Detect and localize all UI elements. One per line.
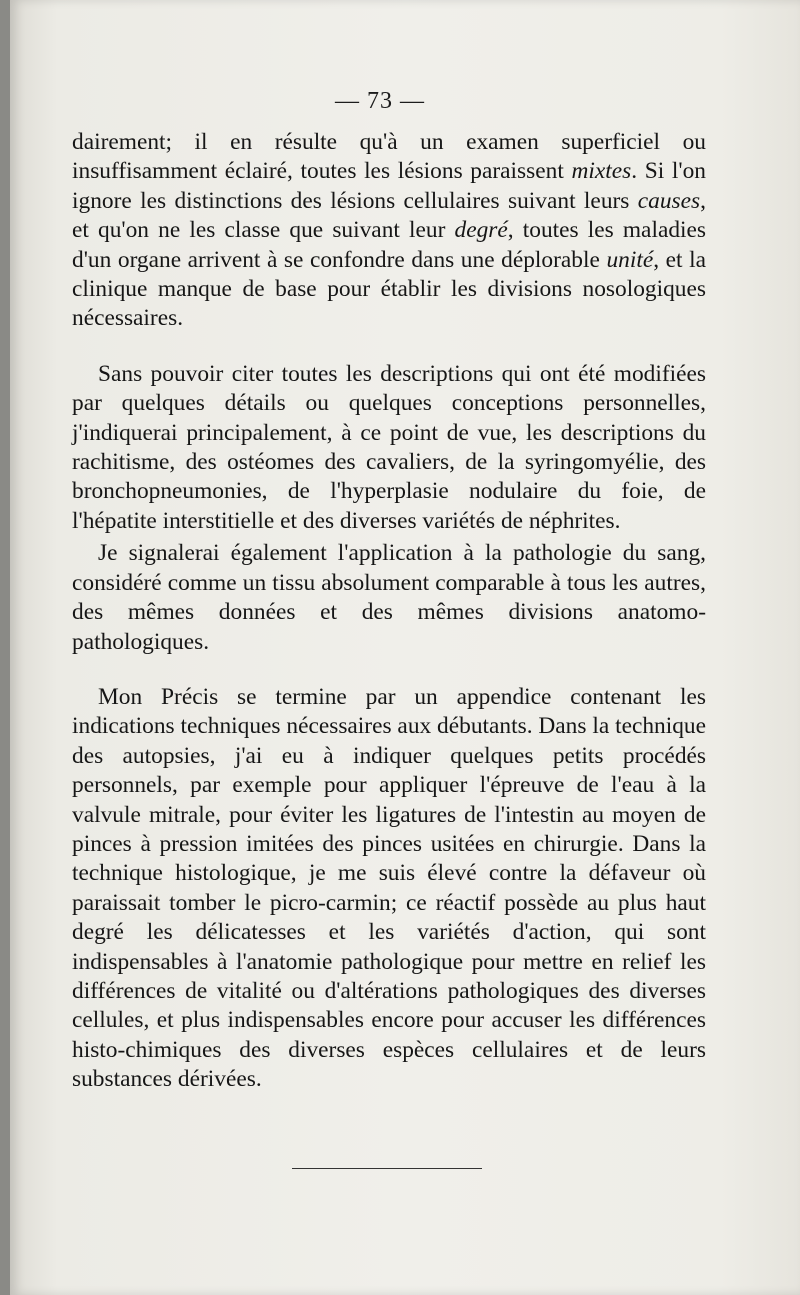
paragraph-2-text: Sans pouvoir citer toutes les descriptions qui ont été modifiées par quelques détails ou quelques conceptions personnelles, j'indiquerai principalement, à ce point de vue, les descriptions du rachitisme, des ostéomes des cavaliers, de la syringomyélie, des bronchopneumonies, de l'hyperplasie nodulaire du foie, de l'hépatite interstitielle et des diverses variétés de néphrites. — [72, 360, 706, 534]
paragraph-1-italic-mixtes: mixtes — [571, 158, 632, 185]
paragraph-1-text-1: dairement; il en résulte qu'à un examen superficiel ou insuffisamment éclairé, toutes les lésions paraissent — [72, 129, 706, 185]
paragraph-1-text-2: . Si l'on ignore les distinctions des lésions cellulaires suivant leurs — [72, 158, 706, 214]
paragraph-gap — [72, 334, 706, 360]
paragraph-1-text-3: , et qu'on ne les classe que suivant leur — [72, 187, 706, 244]
paragraph-4 — [72, 683, 706, 1095]
paragraph-1-italic-unite: unité — [606, 246, 654, 273]
paragraph-1-text-4: , toutes les maladies d'un organe arrivent à se confondre dans une déplorable — [72, 217, 706, 273]
paragraph-1-italic-causes: causes — [637, 187, 701, 214]
page-number: — 73 — — [335, 88, 425, 114]
paragraph-gap — [72, 657, 706, 683]
paragraph-1-italic-degre: degré — [454, 217, 508, 244]
paragraph-3 — [72, 539, 706, 657]
book-page — [10, 0, 800, 1295]
paragraph-4-text: Mon Précis se termine par un appendice contenant les indications techniques nécessaires aux débutants. Dans la technique des autopsies, j'ai eu à indiquer quelques petits procédés personnels, par exemple pour appliquer l'épreuve de l'eau à la valvule mitrale, pour éviter les ligatures de l'intestin au moyen de pinces à pression imitées des pinces usitées en chirurgie. Dans la technique histologique, je me suis élevé contre la défaveur où paraissait tomber le picro-carmin; ce réactif possède au plus haut degré les délicatesses et les variétés d'action, qui sont indispensables à l'anatomie pathologique pour mettre en relief les différences de vitalité ou d'altérations pathologiques des diverses cellules, et plus indispensables encore pour accuser les différences histo-chimiques des diverses espèces cellulaires et de leurs substances dérivées. — [72, 683, 706, 1093]
closing-rule — [292, 1168, 482, 1169]
page-body — [72, 128, 706, 1095]
paragraph-3-text: Je signalerai également l'application à la pathologie du sang, considéré comme un tissu absolument comparable à tous les autres, des mêmes données et des mêmes divisions anatomo-pathologiques. — [72, 540, 706, 655]
paragraph-1 — [72, 128, 706, 334]
paragraph-2 — [72, 360, 706, 536]
paragraph-1-text-5: , et la clinique manque de base pour établir les divisions nosologiques nécessaires. — [72, 246, 706, 332]
